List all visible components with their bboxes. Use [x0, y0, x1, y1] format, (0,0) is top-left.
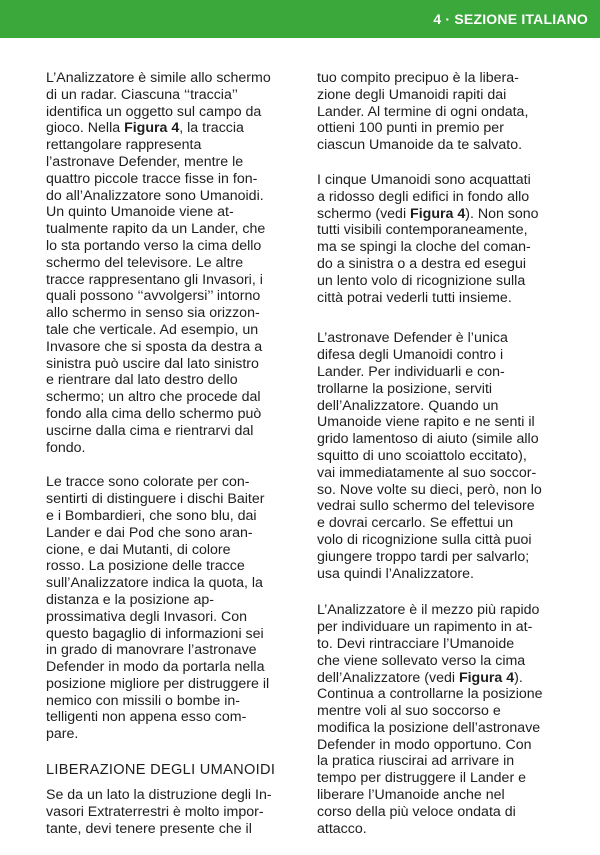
- paragraph: [46, 70, 291, 456]
- text-line: posizione migliore per distruggere il: [46, 675, 270, 692]
- text-line: per individuare un rapimento in at-: [317, 619, 533, 636]
- text-line: l’astronave Defender, mentre le: [46, 153, 244, 170]
- text-line: Umanoide viene rapito e ne senti il: [317, 414, 535, 431]
- text-line: vedrai sullo schermo del televisore: [317, 498, 535, 515]
- text-line: to. Devi rintracciare l’Umanoide: [317, 635, 515, 652]
- text-line: volo di ricognizione sulla città puoi: [317, 531, 532, 548]
- figure-reference: Figura 4: [458, 669, 515, 686]
- section-header-bar: [0, 0, 600, 38]
- text-line: tracce rappresentano gli Invasori, i: [46, 271, 263, 288]
- paragraph: [317, 602, 562, 837]
- text-line: ottieni 100 punti in premio per: [317, 120, 504, 137]
- text-line: fondo.: [46, 439, 86, 456]
- text-line: mentre voli al suo soccorso e: [317, 703, 501, 720]
- text-line: di un radar. Ciascuna ‘‘traccia’’: [46, 86, 238, 103]
- text-line: lo sta portando verso la cima dello: [46, 237, 262, 254]
- text-line: squitto di uno scoiattolo eccitato),: [317, 447, 527, 464]
- right-column: [317, 70, 562, 855]
- paragraph: [317, 330, 562, 582]
- text-line: schermo (vedi Figura 4). Non sono: [317, 205, 539, 222]
- text-line: uscirne dalla cima e rientrarvi dal: [46, 422, 254, 439]
- paragraph: [317, 70, 562, 154]
- text-line: zione degli Umanoidi rapiti dai: [317, 86, 507, 103]
- text-line: I cinque Umanoidi sono acquattati: [317, 171, 531, 188]
- text-line: vai immediatamente al suo soccor-: [317, 464, 537, 481]
- text-line: Lander. Al termine di ogni ondata,: [317, 103, 529, 120]
- text-line: Lander. Per individuarli e con-: [317, 363, 505, 380]
- text-line: dell’Analizzatore (vedi Figura 4).: [317, 669, 523, 686]
- text-line: quali possono ‘‘avvolgersi’’ intorno: [46, 288, 261, 305]
- text-line: ciascun Umanoide da te salvato.: [317, 137, 523, 154]
- text-line: grido lamentoso di aiuto (simile allo: [317, 431, 539, 448]
- text-line: e i Bombardieri, che sono blu, dai: [46, 507, 257, 524]
- text-line: trollarne la posizione, serviti: [317, 380, 493, 397]
- text-line: do all’Analizzatore sono Umanoidi.: [46, 187, 264, 204]
- text-line: in grado di manovrare l’astronave: [46, 642, 257, 659]
- figure-reference: Figura 4: [410, 205, 466, 222]
- paragraph: [46, 474, 291, 743]
- text-line: tale che verticale. Ad esempio, un: [46, 321, 259, 338]
- text-line: Se da un lato la distruzione degli In-: [46, 787, 272, 804]
- text-line: tempo per distruggere il Lander e: [317, 770, 526, 787]
- paragraph: [317, 172, 562, 306]
- text-line: che viene sollevato verso la cima: [317, 652, 526, 669]
- text-line: sull’Analizzatore indica la quota, la: [46, 575, 263, 592]
- text-line: Defender in modo da portarla nella: [46, 659, 265, 676]
- text-line: questo bagaglio di informazioni sei: [46, 625, 264, 642]
- text-line: la pratica riuscirai ad arrivare in: [317, 753, 515, 770]
- text-line: a ridosso degli edifici in fondo allo: [317, 188, 530, 205]
- left-column: [46, 70, 291, 855]
- text-line: L’Analizzatore è il mezzo più rapido: [317, 602, 540, 619]
- text-line: telligenti non appena esso com-: [46, 709, 247, 726]
- text-line: difesa degli Umanoidi contro i: [317, 347, 504, 364]
- text-line: nemico con missili o bombe in-: [46, 692, 240, 709]
- text-line: L’astronave Defender è l’unica: [317, 330, 508, 347]
- text-line: cione, e dai Mutanti, di colore: [46, 541, 231, 558]
- text-line: liberare l’Umanoide anche nel: [317, 787, 505, 804]
- text-line: sentirti di distinguere i dischi Baiter: [46, 491, 265, 508]
- text-line: usa quindi l’Analizzatore.: [317, 565, 474, 582]
- section-heading: LIBERAZIONE DEGLI UMANOIDI: [46, 762, 276, 779]
- text-line: identifica un oggetto sul campo da: [46, 103, 262, 120]
- text-line: schermo; un altro che procede dal: [46, 389, 261, 406]
- text-line: L’Analizzatore è simile allo schermo: [46, 70, 271, 86]
- text-line: so. Nove volte su dieci, però, non lo: [317, 481, 542, 498]
- text-line: Defender in modo opportuno. Con: [317, 736, 532, 753]
- text-line: Un quinto Umanoide viene at-: [46, 204, 234, 221]
- text-line: ma se spingi la cloche del coman-: [317, 239, 531, 256]
- text-line: un lento volo di ricognizione sulla: [317, 272, 526, 289]
- text-line: gioco. Nella Figura 4, la traccia: [46, 120, 244, 137]
- text-line: rosso. La posizione delle tracce: [46, 558, 245, 575]
- text-line: tante, devi tenere presente che il: [46, 820, 252, 837]
- text-line: e rientrare dal lato destro dello: [46, 372, 238, 389]
- text-line: Le tracce sono colorate per con-: [46, 474, 250, 491]
- text-line: Invasore che si sposta da destra a: [46, 338, 263, 355]
- text-line: prossimativa degli Invasori. Con: [46, 608, 248, 625]
- text-line: do a sinistra o a destra ed esegui: [317, 255, 527, 272]
- text-line: vasori Extraterrestri è molto impor-: [46, 803, 264, 820]
- text-line: pare.: [46, 726, 79, 743]
- text-line: città potrai vederli tutti insieme.: [317, 289, 512, 306]
- text-line: e dovrai cercarlo. Se effettui un: [317, 515, 514, 532]
- text-line: sinistra può uscire dal lato sinistro: [46, 355, 259, 372]
- text-line: quattro piccole tracce fisse in fon-: [46, 170, 258, 187]
- figure-reference: Figura 4: [124, 120, 180, 137]
- text-line: corso della più veloce ondata di: [317, 803, 516, 820]
- text-line: dell’Analizzatore. Quando un: [317, 397, 499, 414]
- text-line: rettangolare rappresenta: [46, 137, 202, 154]
- text-line: Continua a controllarne la posizione: [317, 686, 543, 703]
- text-line: Lander e dai Pod che sono aran-: [46, 524, 253, 541]
- text-line: modifica la posizione dell’astronave: [317, 719, 541, 736]
- text-line: tualmente rapito da un Lander, che: [46, 221, 266, 238]
- text-line: giungere troppo tardi per salvarlo;: [317, 548, 530, 565]
- paragraph: [46, 787, 291, 837]
- text-line: attacco.: [317, 820, 367, 837]
- text-line: schermo del televisore. Le altre: [46, 254, 244, 271]
- text-line: fondo alla cima dello schermo può: [46, 405, 262, 422]
- text-line: tutti visibili contemporaneamente,: [317, 222, 528, 239]
- text-line: allo schermo in senso sia orizzon-: [46, 305, 260, 322]
- section-title: 4 · SEZIONE ITALIANO: [433, 11, 588, 27]
- text-line: distanza e la posizione ap-: [46, 591, 214, 608]
- text-line: tuo compito precipuo è la libera-: [317, 70, 519, 86]
